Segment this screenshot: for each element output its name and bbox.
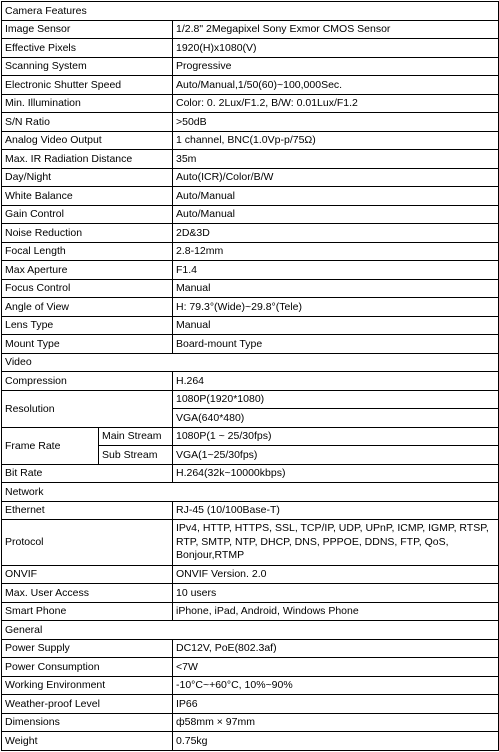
spec-label: Weather-proof Level	[2, 695, 173, 714]
table-row	[2, 464, 499, 483]
table-row	[2, 501, 499, 520]
table-row	[2, 335, 499, 354]
table-row	[2, 94, 499, 113]
table-row	[2, 205, 499, 224]
table-row	[2, 150, 499, 169]
table-row	[2, 187, 499, 206]
section-video: Video	[2, 353, 499, 372]
section-general: General	[2, 621, 499, 640]
spec-value: IP66	[173, 695, 499, 714]
spec-value: 35m	[173, 150, 499, 169]
spec-value: ONVIF Version. 2.0	[173, 565, 499, 584]
spec-value: IPv4, HTTP, HTTPS, SSL, TCP/IP, UDP, UPnP, ICMP, IGMP, RTSP, RTP, SMTP, NTP, DHCP, DNS, PPPOE, DDNS, FTP, QoS, Bonjour,RTMP	[173, 520, 499, 566]
table-row	[2, 713, 499, 732]
section-row	[2, 483, 499, 502]
spec-label: Focus Control	[2, 279, 173, 298]
section-row	[2, 2, 499, 21]
table-row	[2, 316, 499, 335]
spec-value: -10°C~+60°C, 10%~90%	[173, 676, 499, 695]
spec-label: Max. IR Radiation Distance	[2, 150, 173, 169]
table-row	[2, 261, 499, 280]
table-row	[2, 224, 499, 243]
spec-label: Mount Type	[2, 335, 173, 354]
spec-label: White Balance	[2, 187, 173, 206]
spec-value: Manual	[173, 279, 499, 298]
spec-value: 1920(H)x1080(V)	[173, 39, 499, 58]
camera-rows	[2, 20, 499, 353]
section-network: Network	[2, 483, 499, 502]
video-section	[2, 353, 499, 483]
spec-label: Dimensions	[2, 713, 173, 732]
spec-label: Smart Phone	[2, 602, 173, 621]
spec-value: 0.75kg	[173, 732, 499, 751]
spec-label: Protocol	[2, 520, 173, 566]
spec-value: 1080P(1 ~ 25/30fps)	[173, 427, 499, 446]
spec-value: Progressive	[173, 57, 499, 76]
table-row	[2, 676, 499, 695]
section-camera-features: Camera Features	[2, 2, 499, 21]
spec-value: VGA(640*480)	[173, 409, 499, 428]
spec-label: Working Environment	[2, 676, 173, 695]
spec-label: Lens Type	[2, 316, 173, 335]
spec-value: 2D&3D	[173, 224, 499, 243]
table-row	[2, 39, 499, 58]
spec-sublabel: Sub Stream	[99, 446, 173, 465]
table-row	[2, 57, 499, 76]
table-row	[2, 520, 499, 566]
network-section	[2, 483, 499, 621]
spec-table	[1, 1, 499, 751]
spec-label: Electronic Shutter Speed	[2, 76, 173, 95]
spec-value: 1 channel, BNC(1.0Vp-p/75Ω)	[173, 131, 499, 150]
spec-value: RJ-45 (10/100Base-T)	[173, 501, 499, 520]
spec-label: Analog Video Output	[2, 131, 173, 150]
spec-value: 1/2.8" 2Megapixel Sony Exmor CMOS Sensor	[173, 20, 499, 39]
table-row	[2, 565, 499, 584]
table-row	[2, 732, 499, 751]
spec-value: iPhone, iPad, Android, Windows Phone	[173, 602, 499, 621]
spec-label: Resolution	[2, 390, 173, 427]
table-row	[2, 20, 499, 39]
spec-label: Weight	[2, 732, 173, 751]
section-row	[2, 353, 499, 372]
spec-value: DC12V, PoE(802.3af)	[173, 639, 499, 658]
spec-label: Focal Length	[2, 242, 173, 261]
table-row	[2, 658, 499, 677]
spec-label: Compression	[2, 372, 173, 391]
spec-value: F1.4	[173, 261, 499, 280]
spec-label: S/N Ratio	[2, 113, 173, 132]
spec-value: ф58mm × 97mm	[173, 713, 499, 732]
spec-label: Noise Reduction	[2, 224, 173, 243]
table-row	[2, 584, 499, 603]
spec-label: Power Consumption	[2, 658, 173, 677]
spec-value: VGA(1~25/30fps)	[173, 446, 499, 465]
spec-value: 2.8-12mm	[173, 242, 499, 261]
table-row	[2, 76, 499, 95]
table-row	[2, 372, 499, 391]
spec-value: Board-mount Type	[173, 335, 499, 354]
spec-value: H.264	[173, 372, 499, 391]
table-row	[2, 602, 499, 621]
spec-label: ONVIF	[2, 565, 173, 584]
spec-label: Min. Illumination	[2, 94, 173, 113]
spec-label: Max Aperture	[2, 261, 173, 280]
spec-value: H: 79.3°(Wide)~29.8°(Tele)	[173, 298, 499, 317]
spec-value: >50dB	[173, 113, 499, 132]
spec-label: Frame Rate	[2, 427, 99, 464]
table-row	[2, 279, 499, 298]
spec-label: Effective Pixels	[2, 39, 173, 58]
table-row	[2, 390, 499, 409]
table-row	[2, 168, 499, 187]
spec-label: Scanning System	[2, 57, 173, 76]
table-row	[2, 113, 499, 132]
spec-label: Angle of View	[2, 298, 173, 317]
spec-value: Auto(ICR)/Color/B/W	[173, 168, 499, 187]
spec-value: 10 users	[173, 584, 499, 603]
table-row	[2, 695, 499, 714]
spec-label: Day/Night	[2, 168, 173, 187]
spec-value: Color: 0. 2Lux/F1.2, B/W: 0.01Lux/F1.2	[173, 94, 499, 113]
spec-label: Image Sensor	[2, 20, 173, 39]
general-rows	[2, 639, 499, 750]
table-row	[2, 131, 499, 150]
spec-label: Ethernet	[2, 501, 173, 520]
spec-label: Bit Rate	[2, 464, 173, 483]
spec-value: <7W	[173, 658, 499, 677]
spec-value: Auto/Manual,1/50(60)~100,000Sec.	[173, 76, 499, 95]
table-row	[2, 427, 499, 446]
spec-label: Max. User Access	[2, 584, 173, 603]
table-row	[2, 298, 499, 317]
table-row	[2, 639, 499, 658]
spec-value: Auto/Manual	[173, 187, 499, 206]
spec-value: 1080P(1920*1080)	[173, 390, 499, 409]
general-section	[2, 621, 499, 640]
spec-label: Power Supply	[2, 639, 173, 658]
spec-value: Auto/Manual	[173, 205, 499, 224]
spec-sublabel: Main Stream	[99, 427, 173, 446]
section-row	[2, 621, 499, 640]
table-row	[2, 242, 499, 261]
spec-value: Manual	[173, 316, 499, 335]
spec-value: H.264(32k~10000kbps)	[173, 464, 499, 483]
spec-label: Gain Control	[2, 205, 173, 224]
spec-table-body	[2, 2, 499, 21]
